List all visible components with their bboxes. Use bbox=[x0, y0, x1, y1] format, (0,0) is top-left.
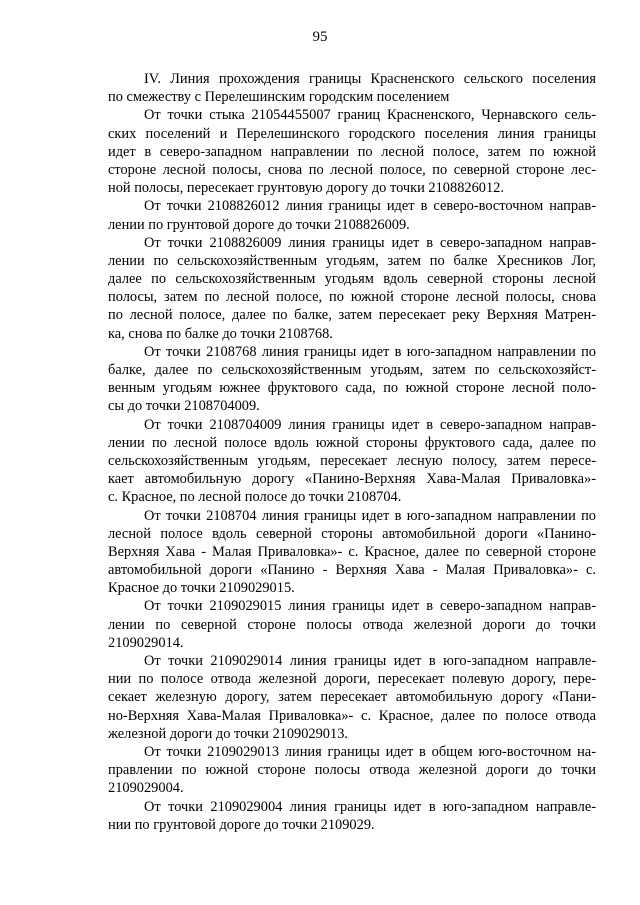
paragraph-line: ной полосы, пересекает грунтовую дорогу до точки 2108826012. bbox=[108, 180, 504, 197]
paragraph-line: От точки 2108826012 линия границы идет в северо-восточном направ- bbox=[144, 198, 596, 215]
paragraph-line: Верхняя Хава - Малая Приваловка»- с. Красное, далее по северной стороне bbox=[108, 543, 596, 560]
paragraph-line: От точки 2109029013 линия границы идет в общем юго-восточном на- bbox=[144, 743, 596, 760]
paragraph-line: полосы, затем по лесной полосе, по южной стороне лесной полосы, снова bbox=[108, 289, 596, 306]
paragraph bbox=[108, 106, 596, 197]
paragraph-line: 2109029004. bbox=[108, 780, 184, 797]
paragraph-line: лесной полосе вдоль северной стороны автомобильной дороги «Панино- bbox=[108, 525, 596, 542]
paragraph bbox=[108, 798, 596, 834]
paragraph-line: От точки стыка 21054455007 границ Красненского, Чернавского сель- bbox=[144, 107, 596, 124]
paragraph-line: кает автомобильную дорогу «Панино-Верхняя Хава-Малая Приваловка»- bbox=[108, 471, 596, 488]
paragraph-line: сельскохозяйственным угодьям, пересекает лесную полосу, затем пересе- bbox=[108, 452, 596, 469]
paragraph bbox=[108, 652, 596, 743]
paragraph-list bbox=[108, 106, 596, 834]
paragraph-line: лении по грунтовой дороге до точки 2108826009. bbox=[108, 216, 410, 233]
paragraph-line: ских поселений и Перелешинского городского поселения линия границы bbox=[108, 125, 596, 142]
page-number: 95 bbox=[312, 29, 328, 45]
paragraph-line: От точки 2109029004 линия границы идет в юго-западном направле- bbox=[144, 798, 596, 815]
document-body bbox=[108, 70, 596, 834]
heading-line: IV. Линия прохождения границы Красненского сельского поселения bbox=[144, 71, 596, 87]
paragraph-line: От точки 2108704009 линия границы идет в северо-западном направ- bbox=[144, 416, 596, 433]
paragraph-line: автомобильной дороги «Панино - Верхняя Хава - Малая Приваловка»- с. bbox=[108, 562, 596, 579]
heading-line: по смежеству с Перелешинским городским поселением bbox=[108, 89, 450, 106]
paragraph bbox=[108, 343, 596, 416]
paragraph-line: От точки 2108826009 линия границы идет в северо-западном направ- bbox=[144, 234, 596, 251]
paragraph-line: секает железную дорогу, затем пересекает автомобильную дорогу «Пани- bbox=[108, 689, 596, 706]
paragraph-line: далее по сельскохозяйственным угодьям вдоль северной стороны лесной bbox=[108, 271, 596, 288]
section-heading bbox=[108, 70, 596, 106]
paragraph-line: От точки 2109029014 линия границы идет в юго-западном направле- bbox=[144, 653, 596, 669]
paragraph bbox=[108, 597, 596, 652]
paragraph-line: 2109029014. bbox=[108, 634, 184, 651]
paragraph-line: От точки 2108704 линия границы идет в юго-западном направлении по bbox=[144, 507, 596, 524]
paragraph-line: нии по полосе отвода железной дороги, пересекает полевую дорогу, пере- bbox=[108, 671, 596, 688]
paragraph-line: От точки 2108768 линия границы идет в юго-западном направлении по bbox=[144, 343, 596, 360]
paragraph-line: идет в северо-западном направлении по лесной полосе, затем по южной bbox=[108, 143, 596, 160]
paragraph-line: по лесной полосе, далее по балке, затем пересекает реку Верхняя Матрен- bbox=[108, 307, 596, 324]
paragraph bbox=[108, 416, 596, 507]
paragraph-line: нии по грунтовой дороге до точки 2109029. bbox=[108, 816, 375, 833]
paragraph-line: с. Красное, по лесной полосе до точки 2108704. bbox=[108, 489, 402, 506]
paragraph-line: лении по лесной полосе вдоль южной стороны фруктового сада, далее по bbox=[108, 434, 596, 451]
paragraph-line: стороне лесной полосы, снова по лесной полосе, по северной стороне лес- bbox=[108, 161, 596, 178]
paragraph-line: лении по сельскохозяйственным угодьям, затем по балке Хресников Лог, bbox=[108, 252, 596, 269]
paragraph-line: но-Верхняя Хава-Малая Приваловка»- с. Красное, далее по полосе отвода bbox=[108, 707, 596, 724]
paragraph-line: железной дороги до точки 2109029013. bbox=[108, 725, 348, 742]
paragraph-line: От точки 2109029015 линия границы идет в северо-западном направ- bbox=[144, 598, 596, 615]
paragraph bbox=[108, 234, 596, 343]
paragraph-line: лении по северной стороне полосы отвода железной дороги до точки bbox=[108, 616, 596, 633]
paragraph-line: сы до точки 2108704009. bbox=[108, 398, 260, 415]
paragraph-line: венным угодьям южнее фруктового сада, по южной стороне лесной поло- bbox=[108, 380, 596, 397]
paragraph bbox=[108, 507, 596, 598]
paragraph bbox=[108, 197, 596, 233]
paragraph bbox=[108, 743, 596, 798]
paragraph-line: балке, далее по сельскохозяйственным угодьям, затем по сельскохозяйст- bbox=[108, 362, 596, 378]
paragraph-line: ка, снова по балке до точки 2108768. bbox=[108, 325, 333, 342]
paragraph-line: Красное до точки 2109029015. bbox=[108, 580, 295, 597]
paragraph-line: правлении по южной стороне полосы отвода железной дороги до точки bbox=[108, 762, 596, 779]
